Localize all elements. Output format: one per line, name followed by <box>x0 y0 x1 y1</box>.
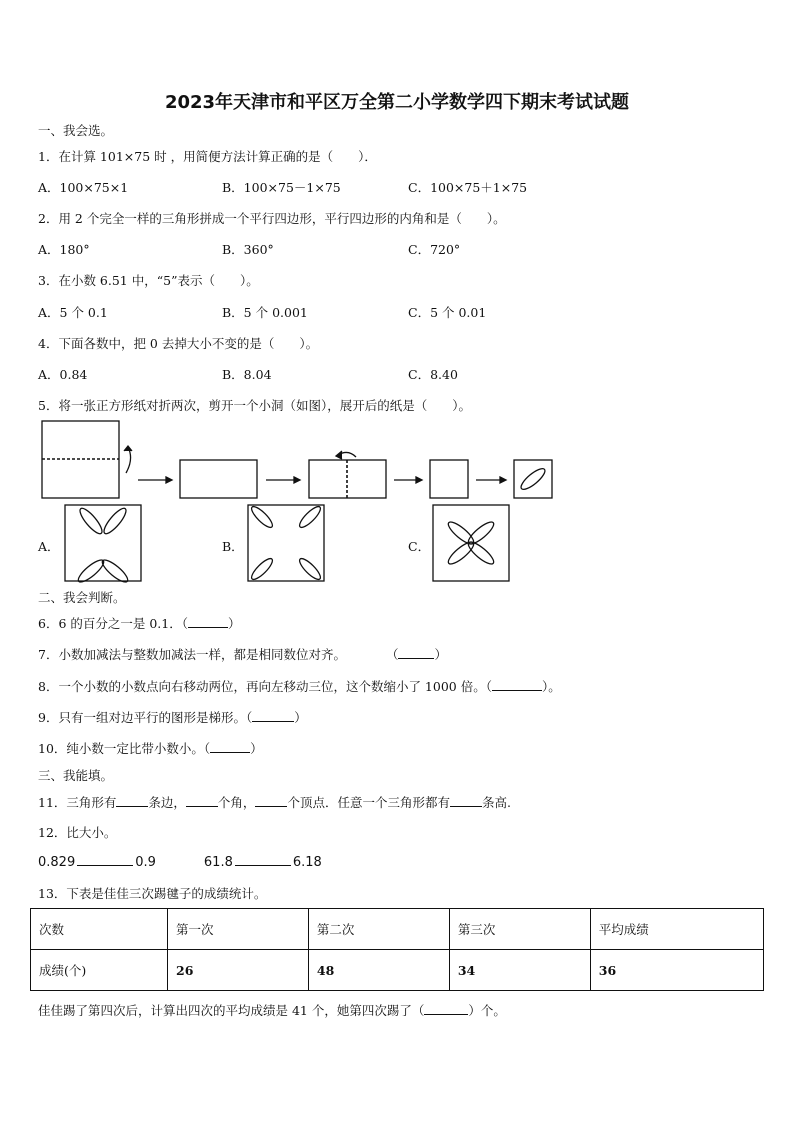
q10-text: 10．纯小数一定比带小数小。（ <box>38 741 211 756</box>
option-c-square <box>433 505 509 581</box>
q5-option-a-label: A． <box>38 539 60 554</box>
q2-option-a: A．180° <box>38 242 90 257</box>
q11-part: 条高. <box>481 795 511 810</box>
page-title: 2023年天津市和平区万全第二小学数学四下期末考试试题 <box>164 92 630 113</box>
question-9 <box>38 708 307 726</box>
q4-option-a: A．0.84 <box>38 367 88 382</box>
paren: ） <box>250 741 263 756</box>
table-header: 第一次 <box>168 909 309 950</box>
table-header: 平均成绩 <box>590 909 763 950</box>
question-10 <box>38 739 263 757</box>
answer-blank[interactable] <box>255 794 287 807</box>
answer-blank[interactable] <box>424 1002 468 1015</box>
answer-blank[interactable] <box>116 794 148 807</box>
question-11 <box>38 793 511 811</box>
q12-compare <box>38 853 322 870</box>
q11-part: 11．三角形有 <box>38 795 117 810</box>
q3-option-a: A．5 个 0.1 <box>38 305 108 320</box>
q1-option-c: C．100×75＋1×75 <box>408 180 528 195</box>
paren: ） <box>541 679 549 694</box>
question-4: 4．下面各数中，把 0 去掉大小不变的是（ ）。 <box>38 336 319 351</box>
paren: ） <box>434 647 447 662</box>
q5-option-b-label: B． <box>222 539 244 554</box>
answer-blank[interactable] <box>252 709 294 722</box>
table-row <box>31 909 764 950</box>
cut-hole-shape <box>518 466 547 493</box>
q2-option-c: C．720° <box>408 242 461 257</box>
arrow-right-icon <box>416 477 422 483</box>
compare-value: 6.18 <box>292 855 322 870</box>
question-8: 8．一个小数的小数点向右移动两位，再向左移动三位，这个数缩小了 1000 倍。（ ）。 <box>38 679 561 694</box>
q3-option-b: B．5 个 0.001 <box>222 305 308 320</box>
section-heading-choice: 一、我会选。 <box>38 123 114 138</box>
table-header: 第二次 <box>308 909 449 950</box>
compare-value: 61.8 <box>203 855 233 870</box>
q1-option-b: B．100×75－1×75 <box>222 180 341 195</box>
q7-text: 7．小数加减法与整数加减法一样，都是相同数位对齐。 <box>38 647 346 662</box>
q11-part: 条边， <box>148 795 186 810</box>
paren: ） <box>294 710 307 725</box>
table-cell: 48 <box>308 950 449 991</box>
answer-blank[interactable] <box>398 646 434 659</box>
table-row <box>31 950 764 991</box>
folding-step-rectangle <box>180 460 257 498</box>
arrow-right-icon <box>166 477 172 483</box>
arrow-right-icon <box>500 477 506 483</box>
table-row-label: 成绩(个) <box>31 950 168 991</box>
q9-text: 9．只有一组对边平行的图形是梯形。（ <box>38 710 253 725</box>
score-table <box>30 908 764 991</box>
q6-text: 6．6 的百分之一是 0.1．（ <box>38 616 188 631</box>
question-7: 7．小数加减法与整数加减法一样，都是相同数位对齐。 （ ） <box>38 647 447 662</box>
paren: ） <box>227 616 241 631</box>
table-cell: 34 <box>449 950 590 991</box>
q8-text: 8．一个小数的小数点向右移动两位，再向左移动三位，这个数缩小了 1000 倍。（ <box>38 679 492 694</box>
q13-followup <box>38 1001 506 1019</box>
q11-part: 个角， <box>217 795 256 810</box>
q3-option-c: C．5 个 0.01 <box>408 305 487 320</box>
option-a-square <box>65 505 141 581</box>
table-header: 次数 <box>31 909 168 950</box>
section-heading-judge: 二、我会判断。 <box>38 590 126 605</box>
question-12: 12．比大小。 <box>38 825 117 840</box>
question-6 <box>38 614 241 632</box>
arrow-right-icon <box>294 477 300 483</box>
q11-part: 个顶点．任意一个三角形都有 <box>287 795 450 810</box>
folding-step-cut-square <box>514 460 552 498</box>
q13-followup-text: 佳佳踢了第四次后，计算出四次的平均成绩是 41 个，她第四次踢了（ <box>38 1003 425 1018</box>
question-1: 1．在计算 101×75 时 ，用简便方法计算正确的是（ ）． <box>38 149 377 164</box>
answer-blank[interactable] <box>186 794 218 807</box>
answer-blank[interactable] <box>235 853 291 866</box>
q13-followup-end: ）个。 <box>468 1003 506 1018</box>
q4-option-c: C．8.40 <box>408 367 458 382</box>
table-header: 第三次 <box>449 909 590 950</box>
answer-blank[interactable] <box>77 853 133 866</box>
paper-folding-figure <box>0 415 794 585</box>
q1-option-a: A．100×75×1 <box>38 180 129 195</box>
compare-value: 0.829 <box>38 855 76 870</box>
answer-blank[interactable] <box>492 678 542 691</box>
q2-option-b: B．360° <box>222 242 274 257</box>
section-heading-fill: 三、我能填。 <box>38 768 114 783</box>
answer-blank[interactable] <box>450 794 482 807</box>
question-5: 5．将一张正方形纸对折两次，剪开一个小洞（如图），展开后的纸是（ ）。 <box>38 398 471 413</box>
option-b-square <box>248 505 324 581</box>
q4-option-b: B．8.04 <box>222 367 272 382</box>
answer-blank[interactable] <box>210 740 250 753</box>
question-13: 13．下表是佳佳三次踢毽子的成绩统计。 <box>38 886 267 901</box>
q5-option-c-label: C． <box>408 539 431 554</box>
question-3: 3．在小数 6.51 中，“5”表示（ ）。 <box>38 273 259 288</box>
question-2: 2．用 2 个完全一样的三角形拼成一个平行四边形，平行四边形的内角和是（ ）。 <box>38 211 506 226</box>
table-cell: 26 <box>168 950 309 991</box>
folding-step-small-square <box>430 460 468 498</box>
answer-blank[interactable] <box>188 615 228 628</box>
table-cell: 36 <box>590 950 763 991</box>
compare-value: 0.9 <box>135 855 156 870</box>
